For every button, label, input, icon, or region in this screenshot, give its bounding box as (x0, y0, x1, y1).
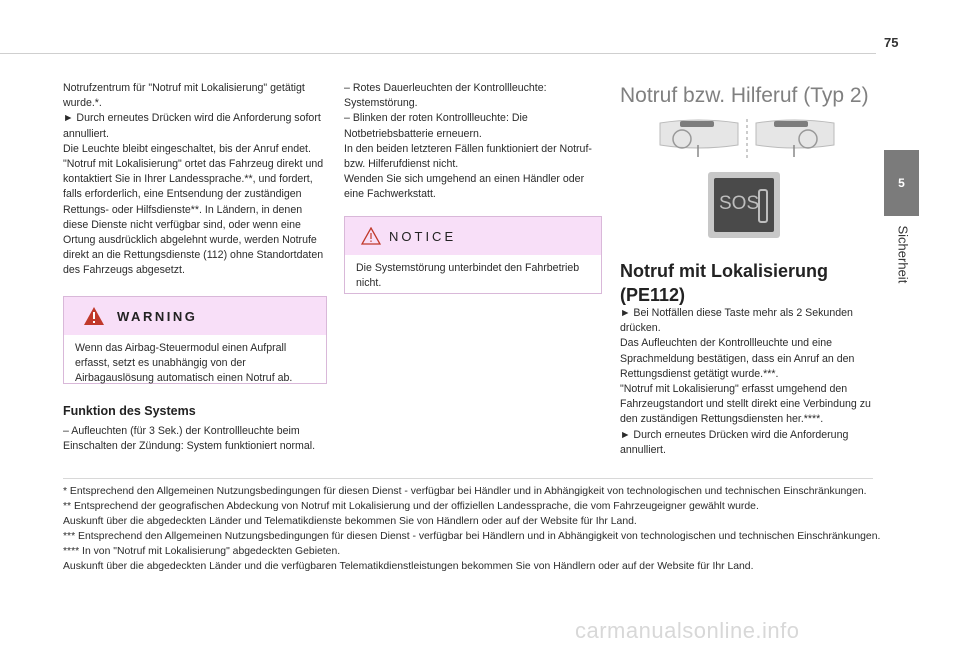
warning-box (63, 296, 327, 384)
sos-button-face (714, 178, 774, 232)
section-title: Funktion des Systems (63, 404, 196, 418)
column-middle (344, 81, 602, 203)
status-text: – Rotes Dauerleuchten der Kontrollleuchte: Systemstörung. – Blinken der roten Kontrollleuchte: Die Notbetriebsbatterie erneuern. In den beiden letzteren Fällen funktioniert der Notruf-bzw. Hilferufdienst nicht. Wenden Sie sich umgehend an einen Händler oder eine Fachwerkstatt. (344, 82, 592, 201)
notice-box (344, 216, 602, 294)
header-rule (0, 53, 876, 54)
watermark: carmanualsonline.info (575, 618, 800, 643)
column-left (63, 81, 328, 279)
page-number: 75 (884, 35, 899, 50)
intro-text: Notrufzentrum für "Notruf mit Lokalisierung" getätigt wurde.*. ► Durch erneutes Drücken wird die Anforderung sofort annulliert. Die Leuchte bleibt eingeschaltet, bis der Anruf endet. "Notruf mit Lokalisierung" ortet das Fahrzeug direkt und kontaktiert Sie in Ihrer Landessprache.**, und fordert, falls erforderlich, eine Entsendung der zuständigen Rettungs- oder Hilfsdienste**. In Ländern, in denen diese Dienste nicht verfügbar sind, oder wenn eine Ortung ausdrücklich abgelehnt wurde, werden Notrufe direkt an die Rettungsdienste (112) ohne Standortdaten des Fahrzeugs abgesetzt. (63, 82, 324, 277)
notice-header (345, 217, 601, 255)
notice-text: Die Systemstörung unterbindet den Fahrbetrieb nicht. (356, 262, 580, 290)
warning-title: WARNING (117, 309, 198, 324)
chapter-tab[interactable] (884, 150, 919, 216)
chapter-label: Sicherheit (895, 225, 911, 284)
sos-instructions: ► Bei Notfällen diese Taste mehr als 2 Sekunden drücken. Das Aufleuchten der Kontrollleuchte und eine Sprachmeldung bestätigen, dass ein Anruf an den Rettungsdienst getätigt wurde.***. "Notruf mit Lokalisierung" erfasst umgehend den Fahrzeugstandort und stellt direkt eine Verbindung zu den zuständigen Rettungsdiensten her.****. ► Durch erneutes Drücken wird die Anforderung annulliert. (620, 307, 871, 456)
column-right (620, 306, 882, 458)
section-body (63, 424, 328, 454)
footnotes: * Entsprechend den Allgemeinen Nutzungsbedingungen für diesen Dienst - verfügbar bei Händler und in Abhängigkeit von technologischen und technischen Einschränkungen. ** Entsprechend der geografischen Abdeckung von Notruf mit Lokalisierung und der offiziellen Landessprache, die vom Fahrzeugeigner gewählt wurde. Auskunft über die abgedeckten Länder und Telematikdienste bekommen Sie von Händlern oder auf der Website für Ihr Land. *** Entsprechend den Allgemeinen Nutzungsbedingungen für diesen Dienst - verfügbar bei Händlern und in Abhängigkeit von technologischen und technischen Einschränkungen. **** In von "Notruf mit Lokalisierung" abgedeckten Gebieten. Auskunft über die abgedeckten Länder und die verfügbaren Telematikdienstleistungen bekommen Sie von Händlern oder auf der Website für Ihr Land. (63, 486, 881, 573)
footnote-rule (63, 478, 873, 479)
subsection-title: Notruf mit Lokalisierung (PE112) (620, 261, 829, 305)
car-ceiling-console-illustration (658, 115, 836, 163)
sos-label: SOS (719, 193, 760, 214)
notice-icon (361, 227, 381, 245)
sos-button-illustration (708, 172, 780, 238)
chapter-label-wrap (891, 225, 913, 308)
section-text: – Aufleuchten (für 3 Sek.) der Kontrollleuchte beim Einschalten der Zündung: System funktioniert normal. (63, 425, 316, 453)
section-main-title: Notruf bzw. Hilferuf (Typ 2) (620, 84, 869, 107)
chapter-number: 5 (898, 176, 905, 190)
warning-header (64, 297, 326, 335)
warning-text: Wenn das Airbag-Steuermodul einen Aufprall erfasst, setzt es unabhängig von der Airbagauslösung automatisch einen Notruf ab. (75, 342, 293, 385)
warning-icon (83, 306, 105, 326)
sos-indicator-icon (758, 189, 768, 223)
notice-title: NOTICE (389, 229, 457, 244)
